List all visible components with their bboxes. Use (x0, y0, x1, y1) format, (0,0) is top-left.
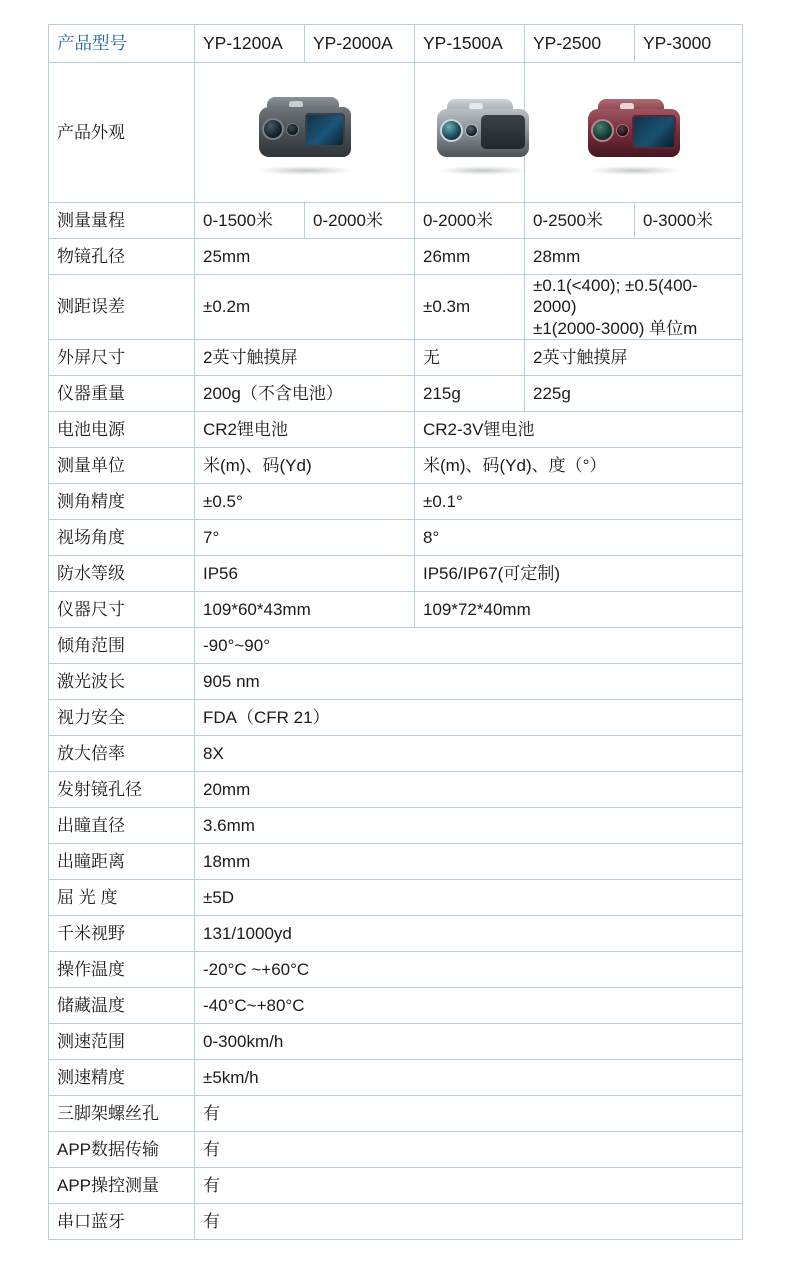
spec-label-cell: 物镜孔径 (49, 239, 195, 275)
spec-label-cell: 串口蓝牙 (49, 1203, 195, 1239)
table-row (49, 591, 743, 627)
spec-value-cell: FDA（CFR 21） (195, 699, 743, 735)
spec-label-cell: 测角精度 (49, 483, 195, 519)
product-spec-table (48, 24, 743, 1240)
rangefinder-dark-grey-image (245, 85, 365, 181)
model-name-cell: YP-1500A (415, 25, 525, 63)
spec-value-cell: 28mm (525, 239, 743, 275)
spec-value-cell: -40°C~+80°C (195, 987, 743, 1023)
spec-value-cell: 8° (415, 519, 743, 555)
spec-label-cell: 出瞳直径 (49, 807, 195, 843)
spec-value-cell: 225g (525, 375, 743, 411)
rangefinder-dark-red-image (574, 85, 694, 181)
spec-value-cell: ±5D (195, 879, 743, 915)
spec-value-cell: 18mm (195, 843, 743, 879)
table-row (49, 411, 743, 447)
spec-value-cell: 905 nm (195, 663, 743, 699)
spec-value-cell: 8X (195, 735, 743, 771)
spec-label-cell: 防水等级 (49, 555, 195, 591)
spec-value-cell: -90°~90° (195, 627, 743, 663)
rangefinder-silver-image (423, 85, 543, 181)
spec-value-cell: 0-2000米 (415, 203, 525, 239)
model-name-cell: YP-2000A (305, 25, 415, 63)
spec-label-cell: 激光波长 (49, 663, 195, 699)
spec-value-cell: 3.6mm (195, 807, 743, 843)
spec-value-cell: 米(m)、码(Yd) (195, 447, 415, 483)
spec-value-cell: IP56/IP67(可定制) (415, 555, 743, 591)
table-header-row (49, 25, 743, 63)
spec-value-cell: 215g (415, 375, 525, 411)
table-row (49, 843, 743, 879)
spec-value-cell: 0-2500米 (525, 203, 635, 239)
product-image-cell (415, 63, 525, 203)
spec-value-cell: ±0.1(<400); ±0.5(400-2000) ±1(2000-3000) 单位m (525, 275, 743, 340)
spec-label-cell: 仪器重量 (49, 375, 195, 411)
spec-label-cell: 外屏尺寸 (49, 339, 195, 375)
table-row (49, 1059, 743, 1095)
table-row (49, 275, 743, 340)
table-row (49, 699, 743, 735)
spec-value-cell: 有 (195, 1203, 743, 1239)
table-row (49, 951, 743, 987)
appearance-label-cell: 产品外观 (49, 63, 195, 203)
spec-value-cell: ±0.5° (195, 483, 415, 519)
spec-label-cell: 放大倍率 (49, 735, 195, 771)
spec-value-cell: 2英寸触摸屏 (525, 339, 743, 375)
spec-value-cell: 26mm (415, 239, 525, 275)
table-row (49, 807, 743, 843)
product-image-cell (195, 63, 415, 203)
spec-label-cell: 视力安全 (49, 699, 195, 735)
spec-label-cell: 测量量程 (49, 203, 195, 239)
spec-value-cell: 0-300km/h (195, 1023, 743, 1059)
spec-value-cell: IP56 (195, 555, 415, 591)
spec-value-cell: 有 (195, 1167, 743, 1203)
spec-value-cell: 0-2000米 (305, 203, 415, 239)
spec-label-cell: 屈 光 度 (49, 879, 195, 915)
spec-value-cell: 有 (195, 1095, 743, 1131)
spec-label-cell: APP数据传输 (49, 1131, 195, 1167)
spec-label-cell: 倾角范围 (49, 627, 195, 663)
table-row (49, 1167, 743, 1203)
product-image-cell (525, 63, 743, 203)
spec-label-cell: 储藏温度 (49, 987, 195, 1023)
model-name-cell: YP-1200A (195, 25, 305, 63)
table-row (49, 203, 743, 239)
table-row (49, 915, 743, 951)
table-row (49, 627, 743, 663)
table-row (49, 1203, 743, 1239)
spec-label-cell: 测速精度 (49, 1059, 195, 1095)
spec-value-cell: ±0.1° (415, 483, 743, 519)
spec-label-cell: 视场角度 (49, 519, 195, 555)
table-row (49, 239, 743, 275)
table-row (49, 663, 743, 699)
spec-value-cell: 131/1000yd (195, 915, 743, 951)
spec-value-cell: CR2-3V锂电池 (415, 411, 743, 447)
spec-value-cell: CR2锂电池 (195, 411, 415, 447)
spec-label-cell: 测速范围 (49, 1023, 195, 1059)
spec-value-cell: 有 (195, 1131, 743, 1167)
spec-value-cell: 0-1500米 (195, 203, 305, 239)
product-appearance-row (49, 63, 743, 203)
spec-value-cell: 7° (195, 519, 415, 555)
spec-value-cell: 0-3000米 (635, 203, 743, 239)
spec-value-cell: 2英寸触摸屏 (195, 339, 415, 375)
spec-value-cell: 无 (415, 339, 525, 375)
spec-value-cell: ±0.2m (195, 275, 415, 340)
table-row (49, 771, 743, 807)
header-label-cell: 产品型号 (49, 25, 195, 63)
table-row (49, 1023, 743, 1059)
table-row (49, 555, 743, 591)
spec-value-cell: ±0.3m (415, 275, 525, 340)
spec-value-cell: 200g（不含电池） (195, 375, 415, 411)
spec-value-cell: -20°C ~+60°C (195, 951, 743, 987)
spec-label-cell: 仪器尺寸 (49, 591, 195, 627)
table-row (49, 879, 743, 915)
spec-label-cell: 测距误差 (49, 275, 195, 340)
spec-value-cell: 109*72*40mm (415, 591, 743, 627)
table-row (49, 483, 743, 519)
spec-label-cell: APP操控测量 (49, 1167, 195, 1203)
model-name-cell: YP-2500 (525, 25, 635, 63)
spec-label-cell: 千米视野 (49, 915, 195, 951)
table-row (49, 447, 743, 483)
table-row (49, 735, 743, 771)
spec-label-cell: 操作温度 (49, 951, 195, 987)
spec-label-cell: 测量单位 (49, 447, 195, 483)
table-row (49, 519, 743, 555)
spec-value-cell: 109*60*43mm (195, 591, 415, 627)
table-row (49, 1131, 743, 1167)
spec-value-cell: 20mm (195, 771, 743, 807)
spec-label-cell: 出瞳距离 (49, 843, 195, 879)
table-row (49, 1095, 743, 1131)
table-row (49, 375, 743, 411)
spec-label-cell: 发射镜孔径 (49, 771, 195, 807)
spec-label-cell: 电池电源 (49, 411, 195, 447)
table-row (49, 339, 743, 375)
model-name-cell: YP-3000 (635, 25, 743, 63)
spec-value-cell: ±5km/h (195, 1059, 743, 1095)
spec-value-cell: 25mm (195, 239, 415, 275)
spec-label-cell: 三脚架螺丝孔 (49, 1095, 195, 1131)
table-row (49, 987, 743, 1023)
spec-value-cell: 米(m)、码(Yd)、度（°） (415, 447, 743, 483)
